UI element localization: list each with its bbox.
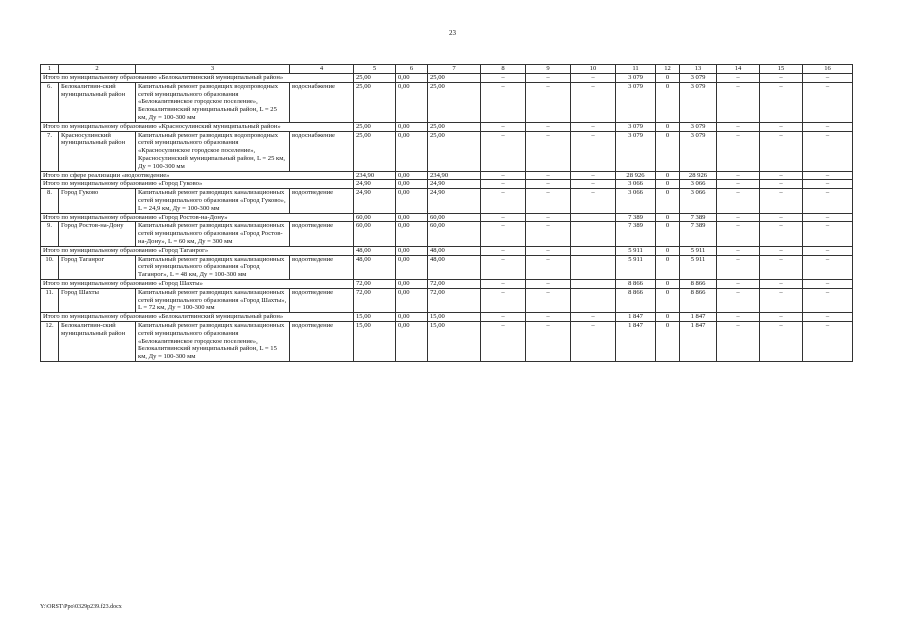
value-cell: 1 847 [616,321,656,361]
value-cell: 0 [656,255,680,279]
value-cell: 0,00 [396,74,428,83]
value-cell: – [481,189,526,213]
value-cell: 48,00 [354,246,396,255]
value-cell: 7 389 [680,213,717,222]
total-row [41,313,853,322]
value-cell: 5 911 [680,246,717,255]
value-cell: 0 [656,189,680,213]
value-cell: 0,00 [396,279,428,288]
page-number: 23 [449,29,456,37]
value-cell: 0,00 [396,131,428,171]
value-cell: – [803,321,853,361]
value-cell: – [571,321,616,361]
value-cell: – [803,74,853,83]
value-cell: – [481,171,526,180]
municipality-cell: Город Таганрог [59,255,136,279]
value-cell: 72,00 [354,288,396,312]
value-cell: 25,00 [428,131,481,171]
value-cell: – [526,313,571,322]
category-cell: водоотведение [290,255,354,279]
value-cell: – [526,255,571,279]
value-cell: – [526,213,571,222]
value-cell: 28 926 [680,171,717,180]
value-cell: – [760,131,803,171]
value-cell: – [760,189,803,213]
value-cell: – [717,246,760,255]
table-row [41,288,853,312]
value-cell: 1 847 [616,313,656,322]
value-cell: – [526,246,571,255]
value-cell: – [803,213,853,222]
value-cell: – [571,74,616,83]
value-cell [571,288,616,312]
value-cell: 5 911 [616,255,656,279]
value-cell: – [481,279,526,288]
value-cell: 0,00 [396,180,428,189]
column-header: 9 [526,65,571,74]
total-row [41,180,853,189]
column-header: 15 [760,65,803,74]
value-cell: – [481,131,526,171]
value-cell: 0,00 [396,255,428,279]
header-row [41,65,853,74]
value-cell: – [717,222,760,246]
value-cell: 234,90 [428,171,481,180]
row-number: 7. [41,131,59,171]
value-cell: – [481,82,526,122]
total-label: Итого по муниципальному образованию «Город Шахты» [41,279,354,288]
row-number: 12. [41,321,59,361]
column-header: 12 [656,65,680,74]
value-cell: 3 079 [616,82,656,122]
value-cell: 0,00 [396,222,428,246]
value-cell: – [717,288,760,312]
value-cell: 24,90 [428,180,481,189]
value-cell: – [481,222,526,246]
value-cell: 15,00 [354,313,396,322]
value-cell: – [571,171,616,180]
value-cell: – [803,279,853,288]
total-label: Итого по муниципальному образованию «Город Гуково» [41,180,354,189]
total-row [41,171,853,180]
value-cell: 25,00 [428,82,481,122]
value-cell: 1 847 [680,313,717,322]
value-cell: – [717,131,760,171]
value-cell: – [526,222,571,246]
value-cell: – [571,82,616,122]
value-cell: 72,00 [428,279,481,288]
value-cell: – [481,122,526,131]
value-cell: – [803,255,853,279]
value-cell: 0 [656,74,680,83]
value-cell: 0 [656,213,680,222]
value-cell: 24,90 [354,180,396,189]
row-number: 9. [41,222,59,246]
value-cell [571,213,616,222]
row-number: 8. [41,189,59,213]
value-cell: – [481,213,526,222]
value-cell: 48,00 [428,246,481,255]
value-cell: 0 [656,222,680,246]
value-cell: 0 [656,313,680,322]
description-cell: Капитальный ремонт разводящих канализационных сетей муниципального образования «Белокалитвинское городское поселение», Белокалитвинский муниципальный район, L = 15 км, Ду = 100-300 мм [136,321,290,361]
value-cell: – [717,321,760,361]
table-row [41,82,853,122]
value-cell: 0,00 [396,171,428,180]
value-cell: – [803,180,853,189]
value-cell: 8 866 [680,279,717,288]
value-cell: – [526,321,571,361]
value-cell: – [760,74,803,83]
value-cell [571,279,616,288]
value-cell: 24,90 [354,189,396,213]
value-cell: – [717,213,760,222]
value-cell: – [481,313,526,322]
value-cell: – [717,171,760,180]
description-cell: Капитальный ремонт разводящих водопроводных сетей муниципального образования «Красносулинское городское поселение», Красносулинский муниципальный район, L = 25 км, Ду = 100-300 мм [136,131,290,171]
value-cell: – [481,321,526,361]
column-header: 10 [571,65,616,74]
column-header: 7 [428,65,481,74]
municipality-cell: Город Гуково [59,189,136,213]
value-cell: – [526,122,571,131]
value-cell: – [526,171,571,180]
value-cell: – [760,122,803,131]
value-cell: 3 079 [680,74,717,83]
value-cell: 1 847 [680,321,717,361]
value-cell: 3 079 [680,131,717,171]
value-cell: 3 079 [680,122,717,131]
value-cell: 15,00 [428,321,481,361]
municipality-cell: Белокалитвин-ский муниципальный район [59,82,136,122]
value-cell: – [571,313,616,322]
value-cell [571,246,616,255]
value-cell: – [760,255,803,279]
value-cell: 25,00 [354,131,396,171]
value-cell: – [481,255,526,279]
total-label: Итого по муниципальному образованию «Белокалитвинский муниципальный район» [41,74,354,83]
value-cell: 0 [656,246,680,255]
value-cell: – [803,313,853,322]
category-cell: водоснабжение [290,131,354,171]
value-cell: 3 079 [616,122,656,131]
value-cell: – [803,246,853,255]
value-cell: 25,00 [354,74,396,83]
column-header: 5 [354,65,396,74]
value-cell: – [803,189,853,213]
value-cell: – [481,180,526,189]
value-cell: – [760,213,803,222]
municipality-cell: Город Ростов-на-Дону [59,222,136,246]
total-row [41,279,853,288]
total-label: Итого по муниципальному образованию «Город Таганрог» [41,246,354,255]
value-cell: 0,00 [396,122,428,131]
column-header: 2 [59,65,136,74]
value-cell: 5 911 [680,255,717,279]
value-cell: – [717,74,760,83]
value-cell: 48,00 [354,255,396,279]
value-cell [571,255,616,279]
value-cell: 0 [656,321,680,361]
value-cell: – [760,180,803,189]
value-cell: 0 [656,82,680,122]
value-cell: – [717,313,760,322]
description-cell: Капитальный ремонт разводящих водопроводных сетей муниципального образования «Белокалитвинское городское поселение», Белокалитвинский муниципальный район, L = 25 км, Ду = 100-300 мм [136,82,290,122]
value-cell: – [717,189,760,213]
value-cell: 3 066 [680,189,717,213]
total-label: Итого по муниципальному образованию «Красносулинский муниципальный район» [41,122,354,131]
description-cell: Капитальный ремонт разводящих канализационных сетей муниципального образования «Город Таганрог», L = 48 км, Ду = 100-300 мм [136,255,290,279]
value-cell: – [803,288,853,312]
value-cell: – [571,180,616,189]
column-header: 1 [41,65,59,74]
value-cell: 48,00 [428,255,481,279]
column-header: 11 [616,65,656,74]
value-cell: 8 866 [680,288,717,312]
value-cell: 0,00 [396,321,428,361]
value-cell: 0,00 [396,82,428,122]
value-cell: – [571,189,616,213]
value-cell: – [717,122,760,131]
value-cell: 234,90 [354,171,396,180]
value-cell: – [760,279,803,288]
total-label: Итого по сфере реализации «водоотведение» [41,171,354,180]
value-cell: – [803,82,853,122]
value-cell: 0,00 [396,288,428,312]
table-row [41,222,853,246]
value-cell: – [481,288,526,312]
total-label: Итого по муниципальному образованию «Белокалитвинский муниципальный район» [41,313,354,322]
value-cell: 0 [656,122,680,131]
value-cell: 60,00 [354,213,396,222]
column-header: 4 [290,65,354,74]
value-cell: 3 079 [616,131,656,171]
total-label: Итого по муниципальному образованию «Город Ростов-на-Дону» [41,213,354,222]
table-row [41,321,853,361]
column-header: 16 [803,65,853,74]
value-cell: 15,00 [354,321,396,361]
value-cell: – [803,222,853,246]
value-cell: 25,00 [354,82,396,122]
column-header: 14 [717,65,760,74]
value-cell: 60,00 [428,222,481,246]
value-cell: 3 079 [680,82,717,122]
category-cell: водоотведение [290,222,354,246]
description-cell: Капитальный ремонт разводящих канализационных сетей муниципального образования «Город Гуково», L = 24,9 км, Ду = 100-300 мм [136,189,290,213]
value-cell: 8 866 [616,279,656,288]
description-cell: Капитальный ремонт разводящих канализационных сетей муниципального образования «Город Шахты», L = 72 км, Ду = 100-300 мм [136,288,290,312]
value-cell: – [803,171,853,180]
municipality-cell: Белокалитвин-ский муниципальный район [59,321,136,361]
value-cell: – [526,131,571,171]
value-cell: – [803,122,853,131]
value-cell: 0,00 [396,313,428,322]
value-cell: 60,00 [354,222,396,246]
value-cell: 28 926 [616,171,656,180]
value-cell: – [526,189,571,213]
category-cell: водоотведение [290,189,354,213]
value-cell: 7 389 [616,213,656,222]
footer-file-path: Y:\ORST\Ppo\0329p239.f23.docx [40,604,122,610]
row-number: 6. [41,82,59,122]
value-cell: 72,00 [354,279,396,288]
value-cell: – [760,246,803,255]
value-cell: 3 066 [616,180,656,189]
total-row [41,213,853,222]
description-cell: Капитальный ремонт разводящих канализационных сетей муниципального образования «Город Ростов-на-Дону», L = 60 км, Ду = 300 мм [136,222,290,246]
total-row [41,246,853,255]
municipality-cell: Красносулинский муниципальный район [59,131,136,171]
value-cell: 72,00 [428,288,481,312]
value-cell: 3 066 [680,180,717,189]
value-cell: – [526,288,571,312]
value-cell: 3 079 [616,74,656,83]
value-cell: 0 [656,288,680,312]
total-row [41,122,853,131]
value-cell: – [526,279,571,288]
value-cell: – [760,321,803,361]
value-cell: 0,00 [396,246,428,255]
column-header: 6 [396,65,428,74]
value-cell: 7 389 [680,222,717,246]
value-cell: – [526,180,571,189]
value-cell: 25,00 [354,122,396,131]
value-cell: 0 [656,279,680,288]
category-cell: водоснабжение [290,82,354,122]
value-cell: 0 [656,131,680,171]
value-cell: – [760,171,803,180]
row-number: 10. [41,255,59,279]
municipality-cell: Город Шахты [59,288,136,312]
value-cell: – [760,288,803,312]
value-cell: – [571,122,616,131]
value-cell: – [526,82,571,122]
total-row [41,74,853,83]
value-cell: 0,00 [396,189,428,213]
value-cell: – [481,246,526,255]
value-cell: – [717,180,760,189]
value-cell: 7 389 [616,222,656,246]
value-cell: 0,00 [396,213,428,222]
value-cell: – [571,131,616,171]
value-cell: 3 066 [616,189,656,213]
value-cell: 24,90 [428,189,481,213]
category-cell: водоотведение [290,288,354,312]
value-cell: 25,00 [428,122,481,131]
column-header: 3 [136,65,290,74]
value-cell: – [717,279,760,288]
value-cell: – [717,255,760,279]
category-cell: водоотведение [290,321,354,361]
table-row [41,131,853,171]
value-cell: 0 [656,180,680,189]
value-cell: 60,00 [428,213,481,222]
value-cell: – [526,74,571,83]
table-row [41,255,853,279]
value-cell: – [481,74,526,83]
column-header: 13 [680,65,717,74]
value-cell: – [717,82,760,122]
column-header: 8 [481,65,526,74]
value-cell [571,222,616,246]
value-cell: 15,00 [428,313,481,322]
value-cell: 5 911 [616,246,656,255]
value-cell: 8 866 [616,288,656,312]
value-cell: 0 [656,171,680,180]
row-number: 11. [41,288,59,312]
data-table [40,64,853,362]
value-cell: – [760,82,803,122]
value-cell: – [760,313,803,322]
value-cell: – [760,222,803,246]
value-cell: – [803,131,853,171]
table-row [41,189,853,213]
value-cell: 25,00 [428,74,481,83]
